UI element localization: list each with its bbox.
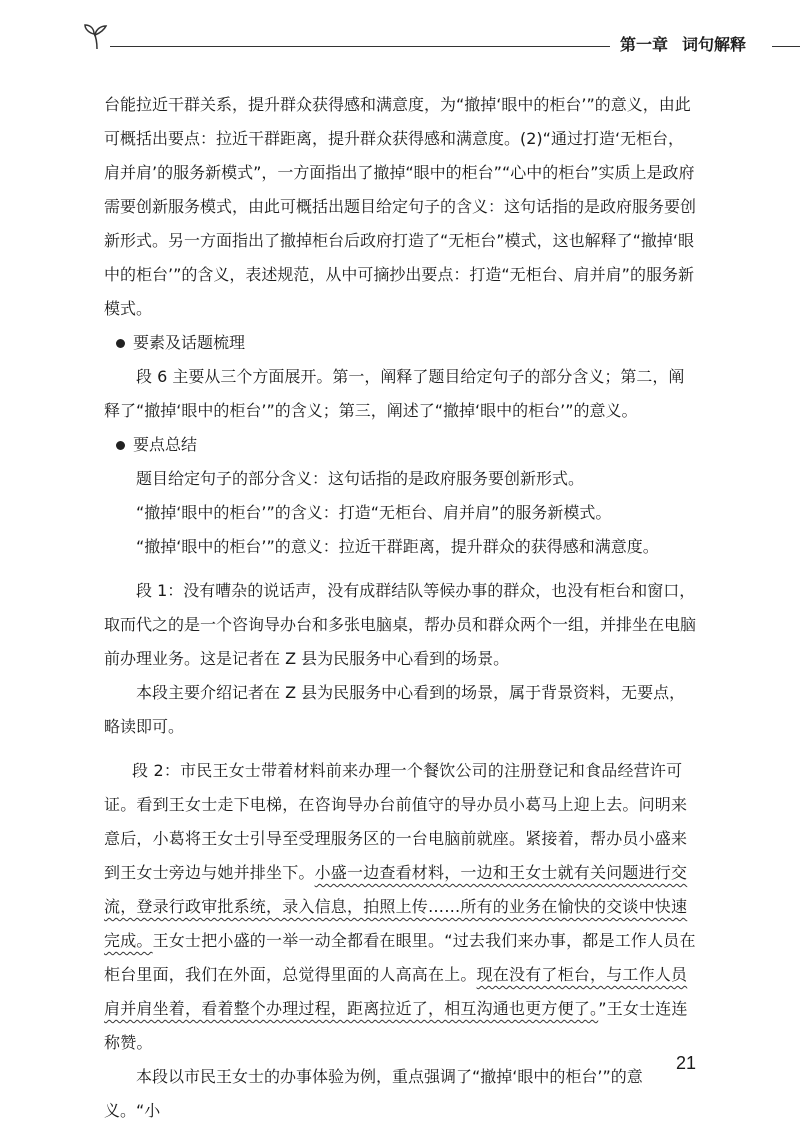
source-text: 段 2：市民王女士带着材料前来办理一个餐饮公司的注册登记和食品经营许可证。看到王女士走下电梯，在咨询导办台前值守的导办员小葛马上迎上去。问明来意后，小葛将王女士引导至受理服务区的一台电脑前就座。紧接着，帮办员小盛来到王女士旁边与她并排坐下。	[104, 761, 688, 882]
running-header	[82, 22, 772, 62]
header-rule-left	[110, 46, 610, 47]
source-paragraph-1: 段 1：没有嘈杂的说话声，没有成群结队等候办事的群众，也没有柜台和窗口，取而代之的是一个咨询导办台和多张电脑桌，帮办员和群众两个一组，并排坐在电脑前办理业务。这是记者在 Z 县为民服务中心看到的场景。	[104, 581, 697, 668]
section-label: 词句解释	[682, 35, 747, 54]
summary-point-3: “撤掉‘眼中的柜台’”的意义：拉近干群距离，提升群众的获得感和满意度。	[136, 537, 659, 556]
bullet-icon	[116, 441, 125, 450]
chapter-heading	[620, 32, 746, 55]
wavy-underlined-text: 小盛一边查看材料，一边和王女士就有关问题进行交流，登录行政审批系统，录入信息，拍照上传……所有的业务在愉快的交谈中快速完成。	[104, 863, 688, 950]
section-heading-text: 要点总结	[133, 435, 198, 454]
bullet-icon	[116, 339, 125, 348]
sprout-icon	[82, 22, 112, 52]
source-paragraph-2	[104, 754, 696, 1060]
summary-point-2: “撤掉‘眼中的柜台’”的含义：打造“无柜台、肩并肩”的服务新模式。	[136, 503, 612, 522]
chapter-label: 第一章	[620, 35, 669, 54]
summary-point-1: 题目给定句子的部分含义：这句话指的是政府服务要创新形式。	[136, 469, 585, 488]
analysis-paragraph-3: 本段主要介绍记者在 Z 县为民服务中心看到的场景，属于背景资料，无要点，略读即可。	[104, 683, 686, 736]
page-number: 21	[676, 1053, 697, 1073]
analysis-paragraph-1: 台能拉近干群关系，提升群众获得感和满意度，为“撤掉‘眼中的柜台’”的意义，由此可概括出要点：拉近干群距离，提升群众获得感和满意度。(2)“通过打造‘无柜台，肩并肩’的服务新模式”，一方面指出了撤掉“眼中的柜台”“心中的柜台”实质上是政府需要创新服务模式，由此可概括出题目给定句子的含义：这句话指的是政府服务要创新形式。另一方面指出了撤掉柜台后政府打造了“无柜台”模式，这也解释了“撤掉‘眼中的柜台’”的含义，表述规范，从中可摘抄出要点：打造“无柜台、肩并肩”的服务新模式。	[104, 95, 697, 318]
section-heading-elements	[104, 326, 696, 360]
analysis-paragraph-4: 本段以市民王女士的办事体验为例，重点强调了“撤掉‘眼中的柜台’”的意义。“小	[104, 1067, 643, 1120]
section-heading-text: 要素及话题梳理	[133, 333, 246, 352]
header-rule-right	[772, 46, 800, 47]
source-text: 王女士把小盛的一举一动全都看在眼里。“过去我们来办事，都是工作人员在柜台里面，我们在外面，总觉得里面的人高高在上。	[104, 931, 696, 984]
wavy-underlined-text: 现在没有了柜台，与工作人员肩并肩坐着，看着整个办理过程，距离拉近了，相互沟通也更方便了。	[104, 965, 688, 1018]
analysis-paragraph-2: 段 6 主要从三个方面展开。第一，阐释了题目给定句子的部分含义；第二，阐释了“撤掉‘眼中的柜台’”的含义；第三，阐述了“撤掉‘眼中的柜台’”的意义。	[104, 367, 685, 420]
source-text: ”王女士连连称赞。	[104, 999, 688, 1052]
section-heading-summary	[104, 428, 696, 462]
page-body	[104, 88, 696, 1128]
